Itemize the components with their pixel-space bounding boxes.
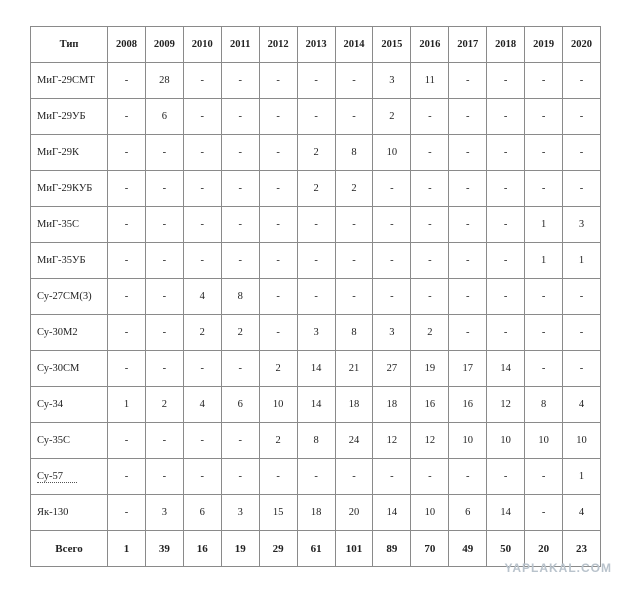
value-cell: - [487, 135, 525, 171]
value-cell: - [108, 63, 146, 99]
value-cell: 2 [145, 387, 183, 423]
value-cell: - [335, 243, 373, 279]
value-cell: - [411, 459, 449, 495]
value-cell: 12 [411, 423, 449, 459]
value-cell: - [259, 243, 297, 279]
value-cell: - [411, 207, 449, 243]
value-cell: - [259, 171, 297, 207]
value-cell: - [145, 279, 183, 315]
value-cell: - [335, 459, 373, 495]
total-cell: 23 [563, 531, 601, 567]
aircraft-type-cell: Су-35С [31, 423, 108, 459]
value-cell: 12 [487, 387, 525, 423]
table-row [31, 315, 601, 351]
value-cell: 28 [145, 63, 183, 99]
value-cell: 10 [487, 423, 525, 459]
value-cell: 8 [221, 279, 259, 315]
total-cell: 49 [449, 531, 487, 567]
value-cell: 6 [221, 387, 259, 423]
total-cell: 61 [297, 531, 335, 567]
value-cell: - [108, 207, 146, 243]
value-cell: - [259, 279, 297, 315]
value-cell: - [335, 279, 373, 315]
value-cell: - [183, 207, 221, 243]
value-cell: - [259, 315, 297, 351]
value-cell: 1 [525, 207, 563, 243]
value-cell: - [525, 99, 563, 135]
value-cell: 14 [297, 387, 335, 423]
value-cell: - [297, 279, 335, 315]
aircraft-type-cell: Як-130 [31, 495, 108, 531]
value-cell: - [259, 99, 297, 135]
header-year: 2020 [563, 27, 601, 63]
value-cell: - [108, 495, 146, 531]
table-row [31, 423, 601, 459]
total-cell: 39 [145, 531, 183, 567]
table-row [31, 459, 601, 495]
value-cell: - [221, 243, 259, 279]
value-cell: - [487, 63, 525, 99]
value-cell: 2 [373, 99, 411, 135]
value-cell: - [297, 207, 335, 243]
value-cell: - [145, 171, 183, 207]
value-cell: - [525, 495, 563, 531]
value-cell: - [525, 279, 563, 315]
table-row [31, 243, 601, 279]
value-cell: 18 [373, 387, 411, 423]
table-row [31, 387, 601, 423]
value-cell: - [108, 171, 146, 207]
total-cell: 70 [411, 531, 449, 567]
value-cell: 14 [297, 351, 335, 387]
aircraft-type-cell: Су-30М2 [31, 315, 108, 351]
value-cell: 1 [108, 387, 146, 423]
value-cell: 8 [335, 315, 373, 351]
value-cell: - [449, 135, 487, 171]
value-cell: 3 [221, 495, 259, 531]
value-cell: - [183, 135, 221, 171]
aircraft-deliveries-table [30, 26, 601, 567]
aircraft-type-label: Су-57 [37, 471, 77, 483]
value-cell: - [525, 63, 563, 99]
value-cell: - [145, 459, 183, 495]
value-cell: - [449, 171, 487, 207]
value-cell: 2 [297, 171, 335, 207]
value-cell: 21 [335, 351, 373, 387]
header-year: 2015 [373, 27, 411, 63]
table-row [31, 351, 601, 387]
value-cell: 18 [297, 495, 335, 531]
value-cell: 3 [373, 315, 411, 351]
value-cell: - [449, 459, 487, 495]
value-cell: - [108, 315, 146, 351]
value-cell: - [259, 135, 297, 171]
value-cell: - [411, 171, 449, 207]
aircraft-type-cell: Су-34 [31, 387, 108, 423]
value-cell: 3 [373, 63, 411, 99]
value-cell: - [221, 63, 259, 99]
value-cell: - [108, 423, 146, 459]
value-cell: - [411, 279, 449, 315]
header-year: 2016 [411, 27, 449, 63]
value-cell: 24 [335, 423, 373, 459]
value-cell: 10 [449, 423, 487, 459]
value-cell: 14 [487, 351, 525, 387]
total-cell: 1 [108, 531, 146, 567]
value-cell: - [108, 279, 146, 315]
value-cell: - [297, 459, 335, 495]
value-cell: - [411, 135, 449, 171]
value-cell: 10 [373, 135, 411, 171]
value-cell: - [108, 351, 146, 387]
value-cell: - [411, 99, 449, 135]
value-cell: 4 [183, 279, 221, 315]
value-cell: 3 [563, 207, 601, 243]
value-cell: 18 [335, 387, 373, 423]
value-cell: 10 [525, 423, 563, 459]
value-cell: 1 [525, 243, 563, 279]
value-cell: - [373, 207, 411, 243]
value-cell: - [373, 279, 411, 315]
aircraft-type-cell: Су-27СМ(3) [31, 279, 108, 315]
value-cell: - [183, 243, 221, 279]
header-year: 2008 [108, 27, 146, 63]
value-cell: 2 [221, 315, 259, 351]
value-cell: - [335, 99, 373, 135]
value-cell: - [297, 243, 335, 279]
value-cell: - [487, 171, 525, 207]
value-cell: 10 [411, 495, 449, 531]
value-cell: 16 [411, 387, 449, 423]
value-cell: - [487, 279, 525, 315]
value-cell: - [487, 243, 525, 279]
value-cell: 10 [563, 423, 601, 459]
header-year: 2010 [183, 27, 221, 63]
header-year: 2009 [145, 27, 183, 63]
aircraft-type-cell: МиГ-29КУБ [31, 171, 108, 207]
value-cell: - [525, 459, 563, 495]
value-cell: 3 [145, 495, 183, 531]
value-cell: - [449, 243, 487, 279]
value-cell: - [563, 63, 601, 99]
value-cell: - [221, 207, 259, 243]
value-cell: 2 [411, 315, 449, 351]
total-cell: 29 [259, 531, 297, 567]
value-cell: - [183, 423, 221, 459]
value-cell: 10 [259, 387, 297, 423]
value-cell: 6 [449, 495, 487, 531]
value-cell: 4 [183, 387, 221, 423]
value-cell: - [221, 171, 259, 207]
value-cell: - [563, 351, 601, 387]
value-cell: 2 [183, 315, 221, 351]
value-cell: 11 [411, 63, 449, 99]
value-cell: - [259, 207, 297, 243]
value-cell: - [108, 99, 146, 135]
value-cell: - [373, 243, 411, 279]
table-header-row [31, 27, 601, 63]
value-cell: - [563, 279, 601, 315]
aircraft-type-cell [31, 459, 108, 495]
aircraft-type-cell: МиГ-35С [31, 207, 108, 243]
value-cell: - [145, 243, 183, 279]
total-cell: 50 [487, 531, 525, 567]
value-cell: 1 [563, 459, 601, 495]
value-cell: - [563, 315, 601, 351]
value-cell: 17 [449, 351, 487, 387]
value-cell: - [297, 99, 335, 135]
value-cell: - [335, 207, 373, 243]
value-cell: - [183, 351, 221, 387]
value-cell: - [183, 171, 221, 207]
value-cell: 14 [487, 495, 525, 531]
total-cell: 19 [221, 531, 259, 567]
value-cell: 2 [259, 351, 297, 387]
value-cell: - [563, 99, 601, 135]
value-cell: - [487, 459, 525, 495]
value-cell: 2 [335, 171, 373, 207]
header-year: 2012 [259, 27, 297, 63]
value-cell: 16 [449, 387, 487, 423]
value-cell: 12 [373, 423, 411, 459]
table-row [31, 207, 601, 243]
value-cell: - [449, 207, 487, 243]
total-cell: 89 [373, 531, 411, 567]
header-year: 2018 [487, 27, 525, 63]
value-cell: - [183, 63, 221, 99]
value-cell: - [108, 243, 146, 279]
value-cell: - [183, 459, 221, 495]
table-row [31, 99, 601, 135]
value-cell: - [259, 459, 297, 495]
aircraft-type-cell: МиГ-29СМТ [31, 63, 108, 99]
value-cell: - [221, 351, 259, 387]
table-row [31, 135, 601, 171]
value-cell: - [297, 63, 335, 99]
value-cell: 6 [145, 99, 183, 135]
value-cell: 27 [373, 351, 411, 387]
value-cell: 8 [297, 423, 335, 459]
value-cell: 3 [297, 315, 335, 351]
value-cell: - [487, 315, 525, 351]
value-cell: - [221, 423, 259, 459]
value-cell: - [525, 135, 563, 171]
value-cell: - [449, 99, 487, 135]
value-cell: - [108, 459, 146, 495]
value-cell: 1 [563, 243, 601, 279]
value-cell: 2 [297, 135, 335, 171]
value-cell: 6 [183, 495, 221, 531]
aircraft-type-cell: Су-30СМ [31, 351, 108, 387]
value-cell: - [487, 99, 525, 135]
value-cell: - [183, 99, 221, 135]
value-cell: - [335, 63, 373, 99]
value-cell: 8 [335, 135, 373, 171]
table-row [31, 495, 601, 531]
aircraft-type-cell: МиГ-35УБ [31, 243, 108, 279]
watermark: YAPLAKAL.COM [504, 561, 612, 575]
value-cell: 2 [259, 423, 297, 459]
value-cell: - [373, 459, 411, 495]
value-cell: - [449, 63, 487, 99]
value-cell: - [525, 171, 563, 207]
header-year: 2017 [449, 27, 487, 63]
value-cell: - [145, 351, 183, 387]
value-cell: - [221, 135, 259, 171]
aircraft-type-cell: МиГ-29УБ [31, 99, 108, 135]
value-cell: 15 [259, 495, 297, 531]
header-year: 2014 [335, 27, 373, 63]
header-year: 2011 [221, 27, 259, 63]
value-cell: 14 [373, 495, 411, 531]
table-row [31, 171, 601, 207]
value-cell: - [411, 243, 449, 279]
value-cell: - [259, 63, 297, 99]
total-cell: 16 [183, 531, 221, 567]
value-cell: 4 [563, 495, 601, 531]
value-cell: - [145, 207, 183, 243]
value-cell: - [563, 135, 601, 171]
total-label: Всего [31, 531, 108, 567]
header-type: Тип [31, 27, 108, 63]
value-cell: - [145, 315, 183, 351]
value-cell: - [449, 315, 487, 351]
value-cell: - [145, 423, 183, 459]
value-cell: 4 [563, 387, 601, 423]
value-cell: - [487, 207, 525, 243]
value-cell: 20 [335, 495, 373, 531]
header-year: 2013 [297, 27, 335, 63]
value-cell: - [525, 351, 563, 387]
total-cell: 20 [525, 531, 563, 567]
total-cell: 101 [335, 531, 373, 567]
value-cell: - [525, 315, 563, 351]
value-cell: 8 [525, 387, 563, 423]
value-cell: - [221, 459, 259, 495]
aircraft-type-cell: МиГ-29К [31, 135, 108, 171]
value-cell: 19 [411, 351, 449, 387]
header-year: 2019 [525, 27, 563, 63]
value-cell: - [221, 99, 259, 135]
value-cell: - [373, 171, 411, 207]
value-cell: - [108, 135, 146, 171]
table-row [31, 279, 601, 315]
value-cell: - [145, 135, 183, 171]
value-cell: - [563, 171, 601, 207]
table-row [31, 63, 601, 99]
value-cell: - [449, 279, 487, 315]
